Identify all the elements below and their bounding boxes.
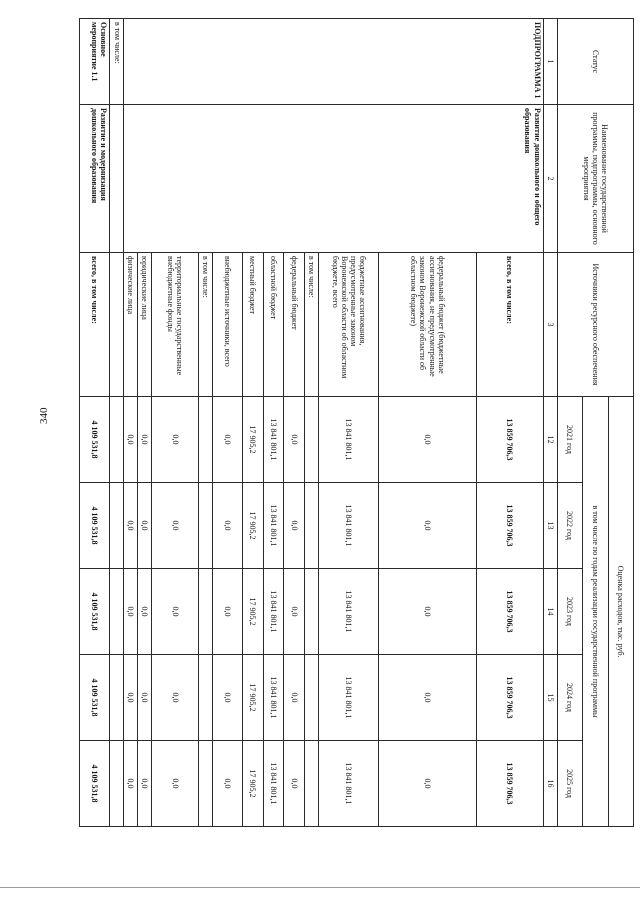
value-cell: 0,0 bbox=[212, 741, 242, 827]
value-cell: 0,0 bbox=[152, 397, 198, 483]
incl-label: в том числе: bbox=[110, 19, 124, 105]
source-cell: местный бюджет bbox=[242, 253, 263, 397]
value-cell: 0,0 bbox=[284, 655, 305, 741]
value-cell: 13 859 706,3 bbox=[476, 655, 543, 741]
expense-table-rotated bbox=[79, 18, 634, 826]
header-name: Наименование государственной программы, подпрограммы, основного мероприятия bbox=[557, 105, 633, 253]
value-cell: 0,0 bbox=[212, 483, 242, 569]
value-cell: 17 905,2 bbox=[242, 741, 263, 827]
value-cell: 4 109 531,8 bbox=[80, 397, 110, 483]
source-cell: всего, в том числе: bbox=[476, 253, 543, 397]
subprogram-name: Развитие дошкольного и общего образования bbox=[124, 105, 543, 253]
value-cell: 0,0 bbox=[124, 397, 138, 483]
value-cell: 4 109 531,8 bbox=[80, 655, 110, 741]
value-cell: 0,0 bbox=[284, 569, 305, 655]
value-cell: 13 841 801,1 bbox=[263, 655, 284, 741]
value-cell: 0,0 bbox=[138, 397, 152, 483]
source-cell: в том числе: bbox=[305, 253, 319, 397]
column-number: 16 bbox=[543, 741, 557, 827]
header-by-years: в том числе по годам реализации государственной программы bbox=[583, 397, 608, 827]
value-cell: 0,0 bbox=[379, 483, 476, 569]
value-cell: 13 841 801,1 bbox=[263, 483, 284, 569]
value-cell: 13 859 706,3 bbox=[476, 741, 543, 827]
value-cell: 13 859 706,3 bbox=[476, 397, 543, 483]
value-cell: 17 905,2 bbox=[242, 483, 263, 569]
header-year: 2025 год bbox=[557, 741, 582, 827]
value-cell: 0,0 bbox=[152, 741, 198, 827]
value-cell: 0,0 bbox=[124, 569, 138, 655]
value-cell: 13 841 801,1 bbox=[319, 655, 379, 741]
value-cell: 13 841 801,1 bbox=[263, 397, 284, 483]
header-year: 2021 год bbox=[557, 397, 582, 483]
value-cell: 0,0 bbox=[212, 397, 242, 483]
value-cell: 0,0 bbox=[379, 655, 476, 741]
value-cell: 4 109 531,8 bbox=[80, 741, 110, 827]
value-cell: 0,0 bbox=[138, 741, 152, 827]
column-number: 3 bbox=[543, 253, 557, 397]
column-number: 12 bbox=[543, 397, 557, 483]
event-status: Основное мероприятие 1.1 bbox=[80, 19, 110, 105]
header-year: 2024 год bbox=[557, 655, 582, 741]
value-cell: 0,0 bbox=[138, 569, 152, 655]
event-name: Развитие и модернизация дошкольного образования bbox=[80, 105, 110, 253]
header-source: Источники ресурсного обеспечения bbox=[557, 253, 633, 397]
column-number: 1 bbox=[543, 19, 557, 105]
value-cell: 0,0 bbox=[124, 655, 138, 741]
value-cell bbox=[305, 397, 319, 483]
source-cell: федеральный бюджет bbox=[284, 253, 305, 397]
value-cell: 0,0 bbox=[379, 397, 476, 483]
source-cell: всего, в том числе: bbox=[80, 253, 110, 397]
value-cell: 4 109 531,8 bbox=[80, 483, 110, 569]
value-cell bbox=[198, 397, 212, 483]
value-cell: 0,0 bbox=[152, 655, 198, 741]
value-cell: 13 841 801,1 bbox=[319, 569, 379, 655]
value-cell: 0,0 bbox=[379, 741, 476, 827]
value-cell: 17 905,2 bbox=[242, 569, 263, 655]
column-number: 15 bbox=[543, 655, 557, 741]
value-cell: 0,0 bbox=[124, 741, 138, 827]
page-number: 340 bbox=[38, 407, 50, 424]
value-cell: 0,0 bbox=[284, 741, 305, 827]
header-status: Статус bbox=[557, 19, 633, 105]
value-cell: 0,0 bbox=[212, 569, 242, 655]
value-cell: 13 841 801,1 bbox=[263, 569, 284, 655]
source-cell: в том числе: bbox=[198, 253, 212, 397]
source-cell: областной бюджет bbox=[263, 253, 284, 397]
source-cell: юридические лица bbox=[138, 253, 152, 397]
value-cell: 0,0 bbox=[138, 655, 152, 741]
value-cell: 4 109 531,8 bbox=[80, 569, 110, 655]
value-cell: 0,0 bbox=[212, 655, 242, 741]
value-cell: 0,0 bbox=[138, 483, 152, 569]
value-cell: 13 841 801,1 bbox=[319, 397, 379, 483]
value-cell: 0,0 bbox=[124, 483, 138, 569]
value-cell bbox=[305, 655, 319, 741]
value-cell: 13 859 706,3 bbox=[476, 569, 543, 655]
expense-table bbox=[79, 18, 634, 827]
source-cell: внебюджетные источники, всего bbox=[212, 253, 242, 397]
value-cell: 0,0 bbox=[379, 569, 476, 655]
page-bottom-divider bbox=[0, 887, 640, 888]
value-cell bbox=[305, 569, 319, 655]
value-cell: 17 905,2 bbox=[242, 397, 263, 483]
value-cell bbox=[198, 741, 212, 827]
value-cell: 0,0 bbox=[152, 569, 198, 655]
source-cell: федеральный бюджет (бюджетные ассигнования, не предусмотренные законом Воронежской области об областном бюджете) bbox=[379, 253, 476, 397]
value-cell: 0,0 bbox=[152, 483, 198, 569]
header-estimate: Оценка расходов, тыс. руб. bbox=[608, 397, 633, 827]
value-cell: 0,0 bbox=[284, 483, 305, 569]
value-cell bbox=[198, 483, 212, 569]
source-cell: физические лица bbox=[124, 253, 138, 397]
value-cell: 0,0 bbox=[284, 397, 305, 483]
column-number: 13 bbox=[543, 483, 557, 569]
column-number: 14 bbox=[543, 569, 557, 655]
value-cell: 13 841 801,1 bbox=[319, 741, 379, 827]
value-cell bbox=[305, 741, 319, 827]
subprogram-status: ПОДПРОГРАММА 1 bbox=[124, 19, 543, 105]
header-year: 2022 год bbox=[557, 483, 582, 569]
source-cell: территориальные государственные внебюджетные фонды bbox=[152, 253, 198, 397]
value-cell bbox=[305, 483, 319, 569]
value-cell bbox=[198, 569, 212, 655]
value-cell: 13 841 801,1 bbox=[319, 483, 379, 569]
value-cell: 17 905,2 bbox=[242, 655, 263, 741]
header-year: 2023 год bbox=[557, 569, 582, 655]
column-number: 2 bbox=[543, 105, 557, 253]
value-cell: 13 841 801,1 bbox=[263, 741, 284, 827]
source-cell: бюджетные ассигнования, предусмотренные законом Воронежской области об областном бюджете, всего bbox=[319, 253, 379, 397]
value-cell bbox=[198, 655, 212, 741]
value-cell: 13 859 706,3 bbox=[476, 483, 543, 569]
